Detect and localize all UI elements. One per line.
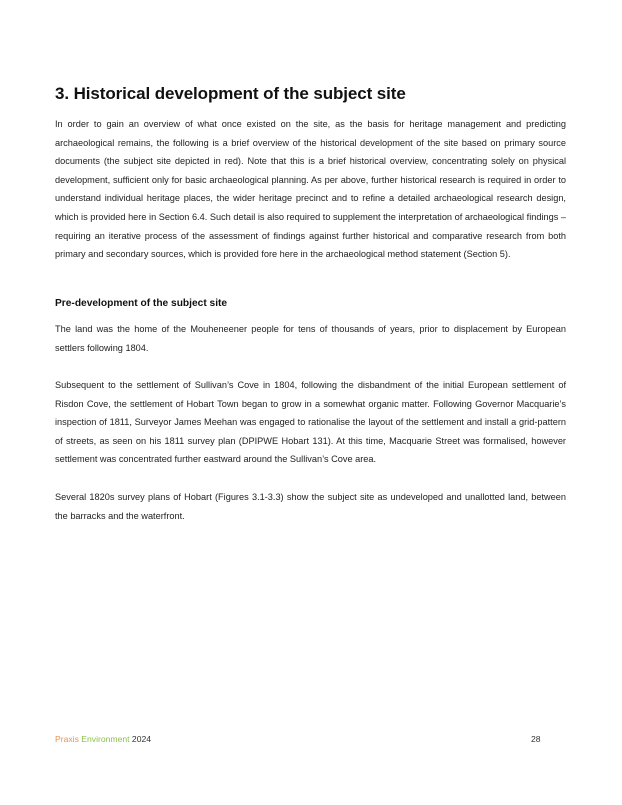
paragraph-sullivans-cove: Subsequent to the settlement of Sullivan’s Cove in 1804, following the disbandment of the initial European settlement of Risdon Cove, the settlement of Hobart Town began to grow in a somewhat organic matter. Following Governor Macquarie’s inspection of 1811, Surveyor James Meehan was engaged to rationalise the layout of the settlement and install a grid-pattern of streets, as seen on his 1811 survey plan (DPIPWE Hobart 131). At this time, Macquarie Street was formalised, however settlement was concentrated further eastward around the Sullivan’s Cove area. bbox=[55, 380, 566, 465]
subsection-heading: Pre-development of the subject site bbox=[55, 298, 228, 309]
paragraph-mouheneener: The land was the home of the Mouheneener people for tens of thousands of years, prior to displacement by European settlers following 1804. bbox=[55, 324, 566, 353]
paragraph-1820s-survey-plans: Several 1820s survey plans of Hobart (Figures 3.1-3.3) show the subject site as undeveloped and unallotted land, between the barracks and the waterfront. bbox=[55, 492, 566, 521]
footer-brand-praxis: Praxis bbox=[55, 734, 79, 744]
footer-brand bbox=[55, 734, 151, 744]
section-heading: 3. Historical development of the subject site bbox=[55, 84, 406, 103]
footer-year: 2024 bbox=[131, 734, 152, 744]
footer-brand-environment: Environment bbox=[81, 734, 130, 744]
page-number: 28 bbox=[531, 734, 541, 744]
intro-paragraph: In order to gain an overview of what once existed on the site, as the basis for heritage management and predicting archaeological remains, the following is a brief overview of the historical development of the site based on primary source documents (the subject site depicted in red). Note that this is a brief historical overview, concentrating solely on physical development, sufficient only for basic archaeological planning. As per above, further historical research is required in order to understand individual heritage places, the wider heritage precinct and to refine a detailed archaeological research design, which is provided here in Section 6.4. Such detail is also required to supplement the interpretation of archaeological findings – requiring an iterative process of the assessment of findings against further historical and comparative research from both primary and secondary sources, which is provided fore here in the archaeological method statement (Section 5). bbox=[55, 119, 566, 260]
